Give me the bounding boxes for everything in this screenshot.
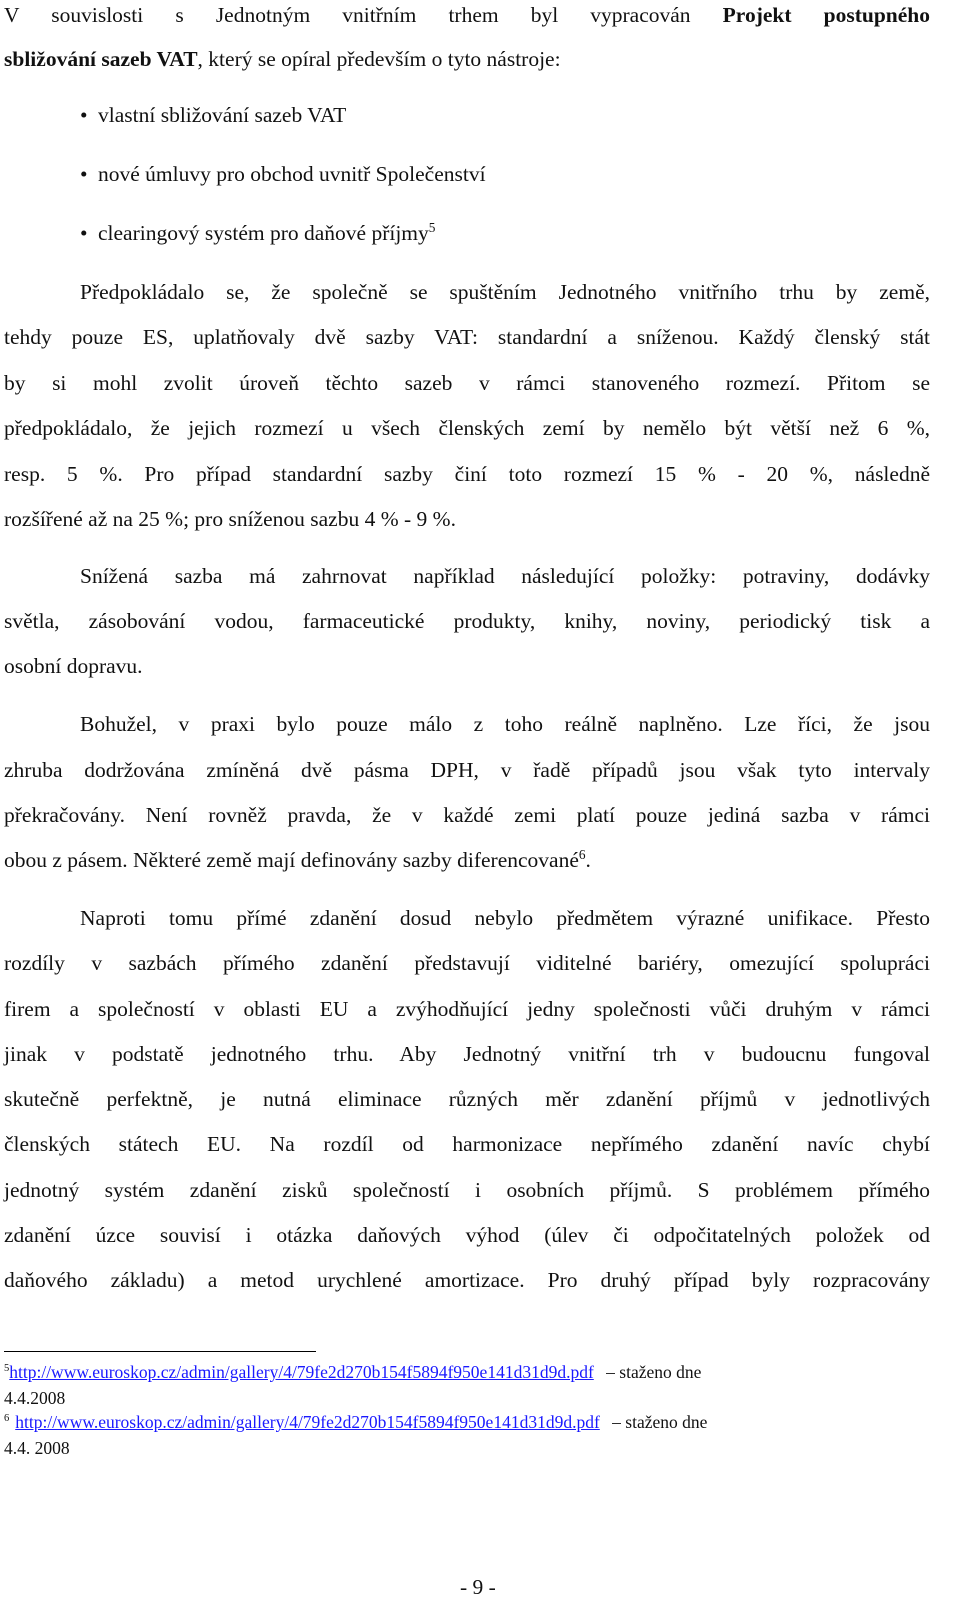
paragraph-4-line: Naproti tomu přímé zdanění dosud nebylo předmětem výrazné unifikace. Přesto xyxy=(80,906,930,930)
paragraph-2-line: osobní dopravu. xyxy=(4,654,143,678)
footnote-5: $^5$http://www.euroskop.cz/admin/gallery/4/79fe2d270b154f5894f950e141d31d9d.pdf – staženo dne xyxy=(4,1362,702,1382)
footnote-ref-5: 5 xyxy=(428,219,436,235)
page-number: - 9 - xyxy=(460,1575,496,1599)
paragraph-4-line: zdanění úzce souvisí i otázka daňových výhod (úlev či odpočitatelných položek od xyxy=(4,1223,930,1247)
footnote-6-date: 4.4. 2008 xyxy=(4,1438,70,1458)
intro-line-1 xyxy=(4,0,930,30)
footnote-ref-6: 6 xyxy=(578,846,586,862)
intro-text: V souvislosti s Jednotným vnitřním trhem byl vypracován xyxy=(4,3,723,27)
paragraph-1-line: resp. 5 %. Pro případ standardní sazby činí toto rozmezí 15 % - 20 %, následně xyxy=(4,462,930,486)
paragraph-4-line: jinak v podstatě jednotného trhu. Aby Jednotný vnitřní trh v budoucnu fungoval xyxy=(4,1042,930,1066)
paragraph-1-line: Předpokládalo se, že společně se spuštěním Jednotného vnitřního trhu by země, xyxy=(80,280,930,304)
paragraph-4-line: daňového základu) a metod urychlené amortizace. Pro druhý případ byly rozpracovány xyxy=(4,1268,930,1292)
paragraph-1-line: by si mohl zvolit úroveň těchto sazeb v rámci stanoveného rozmezí. Přitom se xyxy=(4,371,930,395)
footnote-5-date: 4.4.2008 xyxy=(4,1388,66,1408)
paragraph-2-line: Snížená sazba má zahrnovat například následující položky: potraviny, dodávky xyxy=(80,564,930,588)
footnote-6-link[interactable]: http://www.euroskop.cz/admin/gallery/4/79fe2d270b154f5894f950e141d31d9d.pdf xyxy=(15,1412,600,1432)
intro-line-2 xyxy=(4,44,930,74)
paragraph-4-line: skutečně perfektně, je nutná eliminace různých měr zdanění příjmů v jednotlivých xyxy=(4,1087,930,1111)
bullet-icon: • xyxy=(80,103,88,127)
paragraph-4-line: rozdíly v sazbách přímého zdanění představují viditelné bariéry, omezující spolupráci xyxy=(4,951,930,975)
paragraph-3-line: zhruba dodržována zmíněná dvě pásma DPH, v řadě případů jsou však tyto intervaly xyxy=(4,758,930,782)
bullet-item: • clearingový systém pro daňové příjmy$^5$ xyxy=(80,218,960,248)
intro-text: , který se opíral především o tyto nástroje: xyxy=(197,47,561,71)
footnote-5-link[interactable]: http://www.euroskop.cz/admin/gallery/4/79fe2d270b154f5894f950e141d31d9d.pdf xyxy=(9,1362,594,1382)
paragraph-4-line: jednotný systém zdanění zisků společností i osobních příjmů. S problémem přímého xyxy=(4,1178,930,1202)
paragraph-3-line: obou z pásem. Některé země mají definovány sazby diferencované$^6$. xyxy=(4,846,591,872)
paragraph-3-line: překračovány. Není rovněž pravda, že v každé zemi platí pouze jediná sazba v rámci xyxy=(4,803,930,827)
bullet-icon: • xyxy=(80,221,88,245)
project-title-part-1: Projekt postupného xyxy=(722,3,930,27)
paragraph-1-line: tehdy pouze ES, uplatňovaly dvě sazby VAT: standardní a sníženou. Každý členský stát xyxy=(4,325,930,349)
paragraph-3-line: Bohužel, v praxi bylo pouze málo z toho reálně naplněno. Lze říci, že jsou xyxy=(80,712,930,736)
bullet-item: • vlastní sbližování sazeb VAT xyxy=(80,100,960,130)
paragraph-1-line: rozšířené až na 25 %; pro sníženou sazbu 4 % - 9 %. xyxy=(4,507,456,531)
footnote-separator xyxy=(4,1351,316,1352)
footnote-6: $^6$ http://www.euroskop.cz/admin/gallery/4/79fe2d270b154f5894f950e141d31d9d.pdf – staženo dne xyxy=(4,1412,708,1432)
bullet-icon: • xyxy=(80,162,88,186)
bullet-item: • nové úmluvy pro obchod uvnitř Společenství xyxy=(80,159,960,189)
paragraph-2-line: světla, zásobování vodou, farmaceutické produkty, knihy, noviny, periodický tisk a xyxy=(4,609,930,633)
paragraph-1-line: předpokládalo, že jejich rozmezí u všech členských zemí by nemělo být větší než 6 %, xyxy=(4,416,930,440)
paragraph-4-line: firem a společností v oblasti EU a zvýhodňující jedny společnosti vůči druhým v rámci xyxy=(4,997,930,1021)
project-title-part-2: sbližování sazeb VAT xyxy=(4,47,198,71)
paragraph-4-line: členských státech EU. Na rozdíl od harmonizace nepřímého zdanění navíc chybí xyxy=(4,1132,930,1156)
